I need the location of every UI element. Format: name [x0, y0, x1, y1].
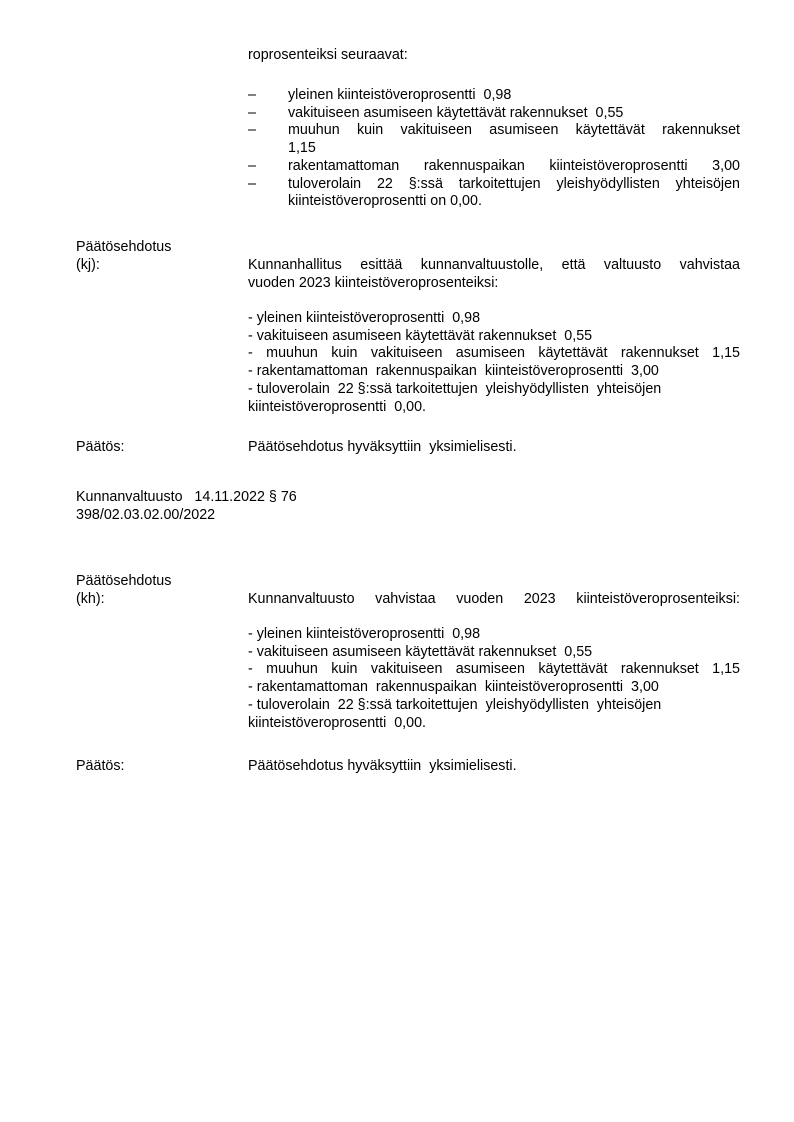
tax-list-item-continuation — [248, 140, 740, 158]
proposal-list-line: - tuloverolain 22 §:ssä tarkoitettujen yleishyödyllisten yhteisöjen — [248, 380, 662, 397]
case-number: 398/02.03.02.00/2022 — [76, 506, 216, 523]
tax-list-item — [248, 122, 740, 140]
decision-proposal-label-kh — [76, 573, 171, 608]
decision-label-text: Päätös: — [76, 439, 125, 455]
proposal-list-line: - rakentamattoman rakennuspaikan kiinteistöveroprosentti 3,00 — [248, 363, 659, 380]
intro-line: roprosenteiksi seuraavat: — [248, 47, 408, 63]
proposal-list-line: - tuloverolain 22 §:ssä tarkoitettujen yleishyödyllisten yhteisöjen — [248, 696, 662, 713]
dash-bullet: – — [248, 122, 256, 139]
dash-bullet: – — [248, 87, 256, 103]
decision-proposal-role: (kj): — [76, 256, 100, 273]
tax-list-item-text: kiinteistöveroprosentti on 0,00. — [288, 193, 482, 210]
tax-list-item-text: tuloverolain 22 §:ssä tarkoitettujen yleishyödyllisten yhteisöjen — [288, 175, 740, 192]
proposal-list-line: kiinteistöveroprosentti 0,00. — [248, 714, 427, 731]
dash-bullet: – — [248, 175, 256, 192]
decision-proposal-kj-paragraph — [248, 257, 740, 292]
proposal-list-line: - muuhun kuin vakituiseen asumiseen käytettävät rakennukset 1,15 — [248, 661, 740, 678]
tax-list-item — [248, 87, 740, 105]
decision-proposal-label-kj — [76, 239, 171, 274]
intro-paragraph — [248, 47, 740, 65]
decision-proposal-label-line: Päätösehdotus — [76, 239, 172, 255]
tax-list-item — [248, 176, 740, 194]
proposal-list-line: - muuhun kuin vakituiseen asumiseen käytettävät rakennukset 1,15 — [248, 345, 740, 362]
proposal-list-line: - vakituiseen asumiseen käytettävät rakennukset 0,55 — [248, 327, 593, 344]
decision-result — [248, 758, 740, 776]
tax-list-item-text: yleinen kiinteistöveroprosentti 0,98 — [288, 87, 512, 103]
proposal-list-line: - rakentamattoman rakennuspaikan kiinteistöveroprosentti 3,00 — [248, 679, 659, 696]
dash-bullet: – — [248, 157, 256, 174]
decision-label — [76, 439, 124, 457]
decision-proposal-kj-list — [248, 310, 740, 416]
proposal-text-line: Kunnanhallitus esittää kunnanvaltuustolle, että valtuusto vahvistaa — [248, 257, 740, 273]
decision-label — [76, 758, 124, 776]
tax-list-item-text: 1,15 — [288, 140, 316, 157]
decision-proposal-kh-list — [248, 626, 740, 732]
decision-result-text: Päätösehdotus hyväksyttiin yksimielisesti. — [248, 758, 517, 774]
proposal-list-line: - yleinen kiinteistöveroprosentti 0,98 — [248, 310, 481, 326]
council-meeting-reference — [76, 489, 297, 524]
decision-label-text: Päätös: — [76, 758, 125, 774]
tax-list-item-text: rakentamattoman rakennuspaikan kiinteistöveroprosentti 3,00 — [288, 157, 740, 174]
proposal-text-line: Kunnanvaltuusto vahvistaa vuoden 2023 kiinteistöveroprosenteiksi: — [248, 591, 740, 607]
proposal-text-line: vuoden 2023 kiinteistöveroprosenteiksi: — [248, 274, 499, 291]
proposal-list-line: - yleinen kiinteistöveroprosentti 0,98 — [248, 626, 481, 642]
decision-result — [248, 439, 740, 457]
decision-result-text: Päätösehdotus hyväksyttiin yksimielisesti. — [248, 439, 517, 455]
proposal-list-line: kiinteistöveroprosentti 0,00. — [248, 398, 427, 415]
tax-list-item-continuation — [248, 193, 740, 211]
tax-list-item — [248, 105, 740, 123]
decision-proposal-label-line: Päätösehdotus — [76, 573, 172, 589]
tax-list-item-text: muuhun kuin vakituiseen asumiseen käytettävät rakennukset — [288, 122, 740, 139]
tax-list-item — [248, 158, 740, 176]
decision-proposal-kh-paragraph — [248, 591, 740, 609]
dash-bullet: – — [248, 104, 256, 121]
proposal-list-line: - vakituiseen asumiseen käytettävät rakennukset 0,55 — [248, 643, 593, 660]
tax-rate-list — [248, 87, 740, 211]
tax-list-item-text: vakituiseen asumiseen käytettävät rakennukset 0,55 — [288, 104, 624, 121]
meeting-heading: Kunnanvaltuusto 14.11.2022 § 76 — [76, 489, 297, 505]
decision-proposal-role: (kh): — [76, 590, 105, 607]
